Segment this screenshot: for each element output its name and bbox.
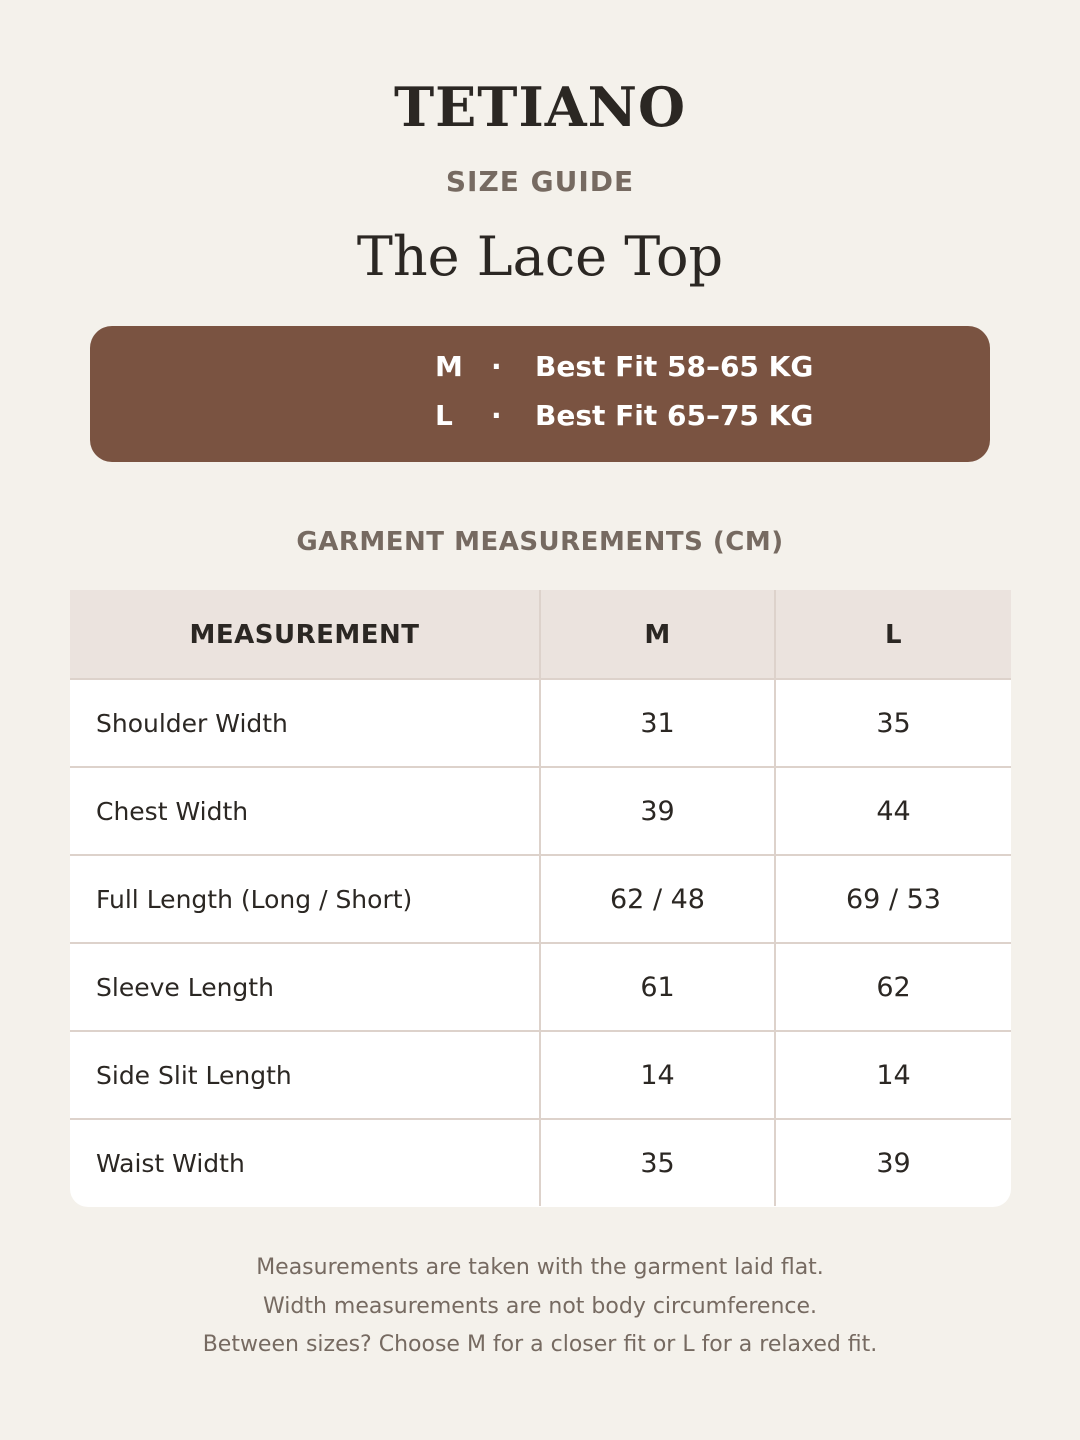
value-l: 44: [876, 795, 911, 827]
value-l: 14: [876, 1059, 911, 1091]
value-l: 35: [876, 707, 911, 739]
fit-weight-range: Best Fit 65–75 KG: [535, 399, 814, 432]
footnote: Between sizes? Choose M for a closer fit or L for a relaxed fit.: [202, 1332, 878, 1357]
row-label: Side Slit Length: [70, 1032, 541, 1118]
brand-name: TETIANO: [393, 75, 687, 139]
table-row: [70, 854, 1011, 942]
row-label: Waist Width: [70, 1120, 541, 1206]
fit-size-label: L: [435, 399, 453, 432]
footnote: Width measurements are not body circumference.: [262, 1294, 818, 1319]
row-label: Chest Width: [70, 768, 541, 854]
table-row: [70, 1030, 1011, 1118]
fit-guide-banner: [90, 326, 990, 462]
table-row: [70, 678, 1011, 766]
fit-separator: ·: [491, 399, 502, 432]
value-m: 35: [541, 1120, 776, 1206]
value-l: 69 / 53: [846, 883, 941, 915]
fit-row-m: [435, 347, 813, 387]
row-label: Full Length (Long / Short): [70, 856, 541, 942]
value-m: 14: [541, 1032, 776, 1118]
fit-weight-range: Best Fit 58–65 KG: [535, 350, 814, 383]
table-header-row: [70, 590, 1011, 679]
value-l: 39: [876, 1147, 911, 1179]
header-size-m: M: [541, 590, 776, 679]
section-title: GARMENT MEASUREMENTS (CM): [296, 527, 784, 557]
header-size-l: L: [884, 619, 903, 650]
table-row: [70, 942, 1011, 1030]
page-subtitle: SIZE GUIDE: [445, 165, 635, 198]
fit-size-label: M: [435, 350, 463, 383]
value-l: 62: [876, 971, 911, 1003]
fit-separator: ·: [491, 350, 502, 383]
row-label: Sleeve Length: [70, 944, 541, 1030]
value-m: 62 / 48: [541, 856, 776, 942]
table-row: [70, 766, 1011, 854]
value-m: 61: [541, 944, 776, 1030]
value-m: 31: [541, 680, 776, 766]
measurement-table: [70, 590, 1011, 1207]
value-m: 39: [541, 768, 776, 854]
table-row: [70, 1118, 1011, 1206]
product-title: The Lace Top: [356, 225, 724, 288]
fit-row-l: [435, 396, 813, 436]
footnote: Measurements are taken with the garment laid flat.: [256, 1255, 824, 1280]
row-label: Shoulder Width: [70, 680, 541, 766]
header-measurement: MEASUREMENT: [70, 590, 541, 679]
